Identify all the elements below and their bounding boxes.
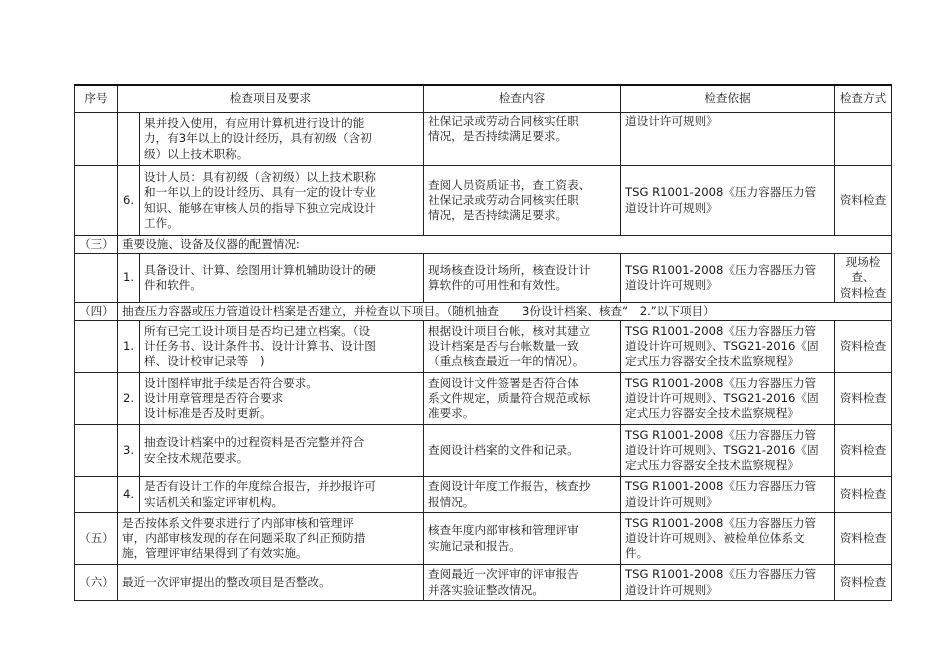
header-no: 序号 (75, 85, 118, 113)
method-cell: 资料检查 (835, 565, 892, 601)
basis-cell: TSG R1001-2008《压力容器压力管 道设计许可规则》、TSG21-2016《固 定式压力容器安全技术监察规程》 (621, 321, 835, 373)
item-cell: 是否有设计工作的年度综合报告，并抄报许可 实话机关和鉴定评审机构。 (140, 477, 424, 513)
content-cell: 社保记录或劳动合同核实任职 情况，是否持续满足要求。 (424, 113, 621, 166)
sub-number (118, 113, 140, 166)
table-row (75, 254, 892, 303)
no-cell (75, 373, 118, 425)
no-cell (75, 166, 118, 236)
section-title: 重要设施、设备及仪器的配置情况: (118, 236, 892, 254)
sub-number: 6. (118, 166, 140, 236)
content-cell: 核查年度内部审核和管理评审 实施记录和报告。 (424, 513, 621, 565)
method-cell: 资料检查 (835, 477, 892, 513)
header-basis: 检查依据 (621, 85, 835, 113)
table-row (75, 113, 892, 166)
table-row (75, 477, 892, 513)
basis-cell: TSG R1001-2008《压力容器压力管 道设计许可规则》、TSG21-2016《固 定式压力容器安全技术监察规程》 (621, 373, 835, 425)
section-row (75, 236, 892, 254)
content-cell: 查阅设计文件签署是否符合体 系文件规定，质量符合规范或标 准要求。 (424, 373, 621, 425)
header-method: 检查方式 (835, 85, 892, 113)
header-row (75, 85, 892, 113)
sub-number: 1. (118, 321, 140, 373)
item-cell: 是否按体系文件要求进行了内部审核和管理评 审，内部审核发现的存在问题采取了纠正预防措 施，管理评审结果得到了有效实施。 (118, 513, 424, 565)
sub-number: 1. (118, 254, 140, 303)
table-row (75, 565, 892, 601)
section-number: （六） (75, 565, 118, 601)
no-cell (75, 477, 118, 513)
item-cell: 设计人员：具有初级（含初级）以上技术职称 和一年以上的设计经历、具有一定的设计专业 知识、能够在审核人员的指导下独立完成设计 工作。 (140, 166, 424, 236)
section-number: （四） (75, 302, 118, 320)
basis-cell: TSG R1001-2008《压力容器压力管 道设计许可规则》 (621, 565, 835, 601)
sub-number: 2. (118, 373, 140, 425)
section-number: （三） (75, 236, 118, 254)
basis-cell: 道设计许可规则》 (621, 113, 835, 166)
item-cell: 设计图样审批手续是否符合要求。 设计用章管理是否符合要求 设计标准是否及时更新。 (140, 373, 424, 425)
content-cell: 查阅最近一次评审的评审报告 并落实验证整改情况。 (424, 565, 621, 601)
content-cell: 查阅人员资质证书，查工资表、 社保记录或劳动合同核实任职 情况，是否持续满足要求。 (424, 166, 621, 236)
basis-cell: TSG R1001-2008《压力容器压力管 道设计许可规则》 (621, 477, 835, 513)
basis-cell: TSG R1001-2008《压力容器压力管 道设计许可规则》 (621, 166, 835, 236)
no-cell (75, 113, 118, 166)
item-cell: 果并投入使用，有应用计算机进行设计的能 力，有3年以上的设计经历，具有初级（含初 级）以上技术职称。 (140, 113, 424, 166)
content-cell: 根据设计项目台帐，核对其建立 设计档案是否与台帐数量一致 （重点核查最近一年的情况）。 (424, 321, 621, 373)
method-cell (835, 113, 892, 166)
section-title: 抽查压力容器或压力管道设计档案是否建立，并检查以下项目。（随机抽查 3份设计档案、核查“ 2.”以下项目） (118, 302, 892, 320)
header-content: 检查内容 (424, 85, 621, 113)
item-cell: 所有已完工设计项目是否均已建立档案。（设 计任务书、设计条件书、设计计算书、设计图 样、设计校审记录等 ) (140, 321, 424, 373)
section-row (75, 302, 892, 320)
method-cell: 资料检查 (835, 425, 892, 477)
basis-cell: TSG R1001-2008《压力容器压力管 道设计许可规则》、被检单位体系文 件。 (621, 513, 835, 565)
method-cell: 资料检查 (835, 513, 892, 565)
table-row (75, 513, 892, 565)
table-row (75, 321, 892, 373)
method-cell: 资料检查 (835, 321, 892, 373)
section-number: （五） (75, 513, 118, 565)
table-row (75, 425, 892, 477)
no-cell (75, 425, 118, 477)
item-cell: 最近一次评审提出的整改项目是否整改。 (118, 565, 424, 601)
inspection-table (74, 84, 892, 601)
sub-number: 4. (118, 477, 140, 513)
basis-cell: TSG R1001-2008《压力容器压力管 道设计许可规则》、TSG21-2016《固 定式压力容器安全技术监察规程》 (621, 425, 835, 477)
basis-cell: TSG R1001-2008《压力容器压力管 道设计许可规则》 (621, 254, 835, 303)
content-cell: 查阅设计年度工作报告，核查抄 报情况。 (424, 477, 621, 513)
sub-number: 3. (118, 425, 140, 477)
header-item: 检查项目及要求 (118, 85, 424, 113)
item-cell: 抽查设计档案中的过程资料是否完整并符合 安全技术规范要求。 (140, 425, 424, 477)
item-cell: 具备设计、计算、绘图用计算机辅助设计的硬 件和软件。 (140, 254, 424, 303)
table-row (75, 166, 892, 236)
method-cell: 资料检查 (835, 373, 892, 425)
table-row (75, 373, 892, 425)
method-cell: 资料检查 (835, 166, 892, 236)
content-cell: 查阅设计档案的文件和记录。 (424, 425, 621, 477)
method-cell: 现场检查、 资料检查 (835, 254, 892, 303)
no-cell (75, 254, 118, 303)
no-cell (75, 321, 118, 373)
content-cell: 现场核查设计场所，核查设计计 算软件的可用性和有效性。 (424, 254, 621, 303)
